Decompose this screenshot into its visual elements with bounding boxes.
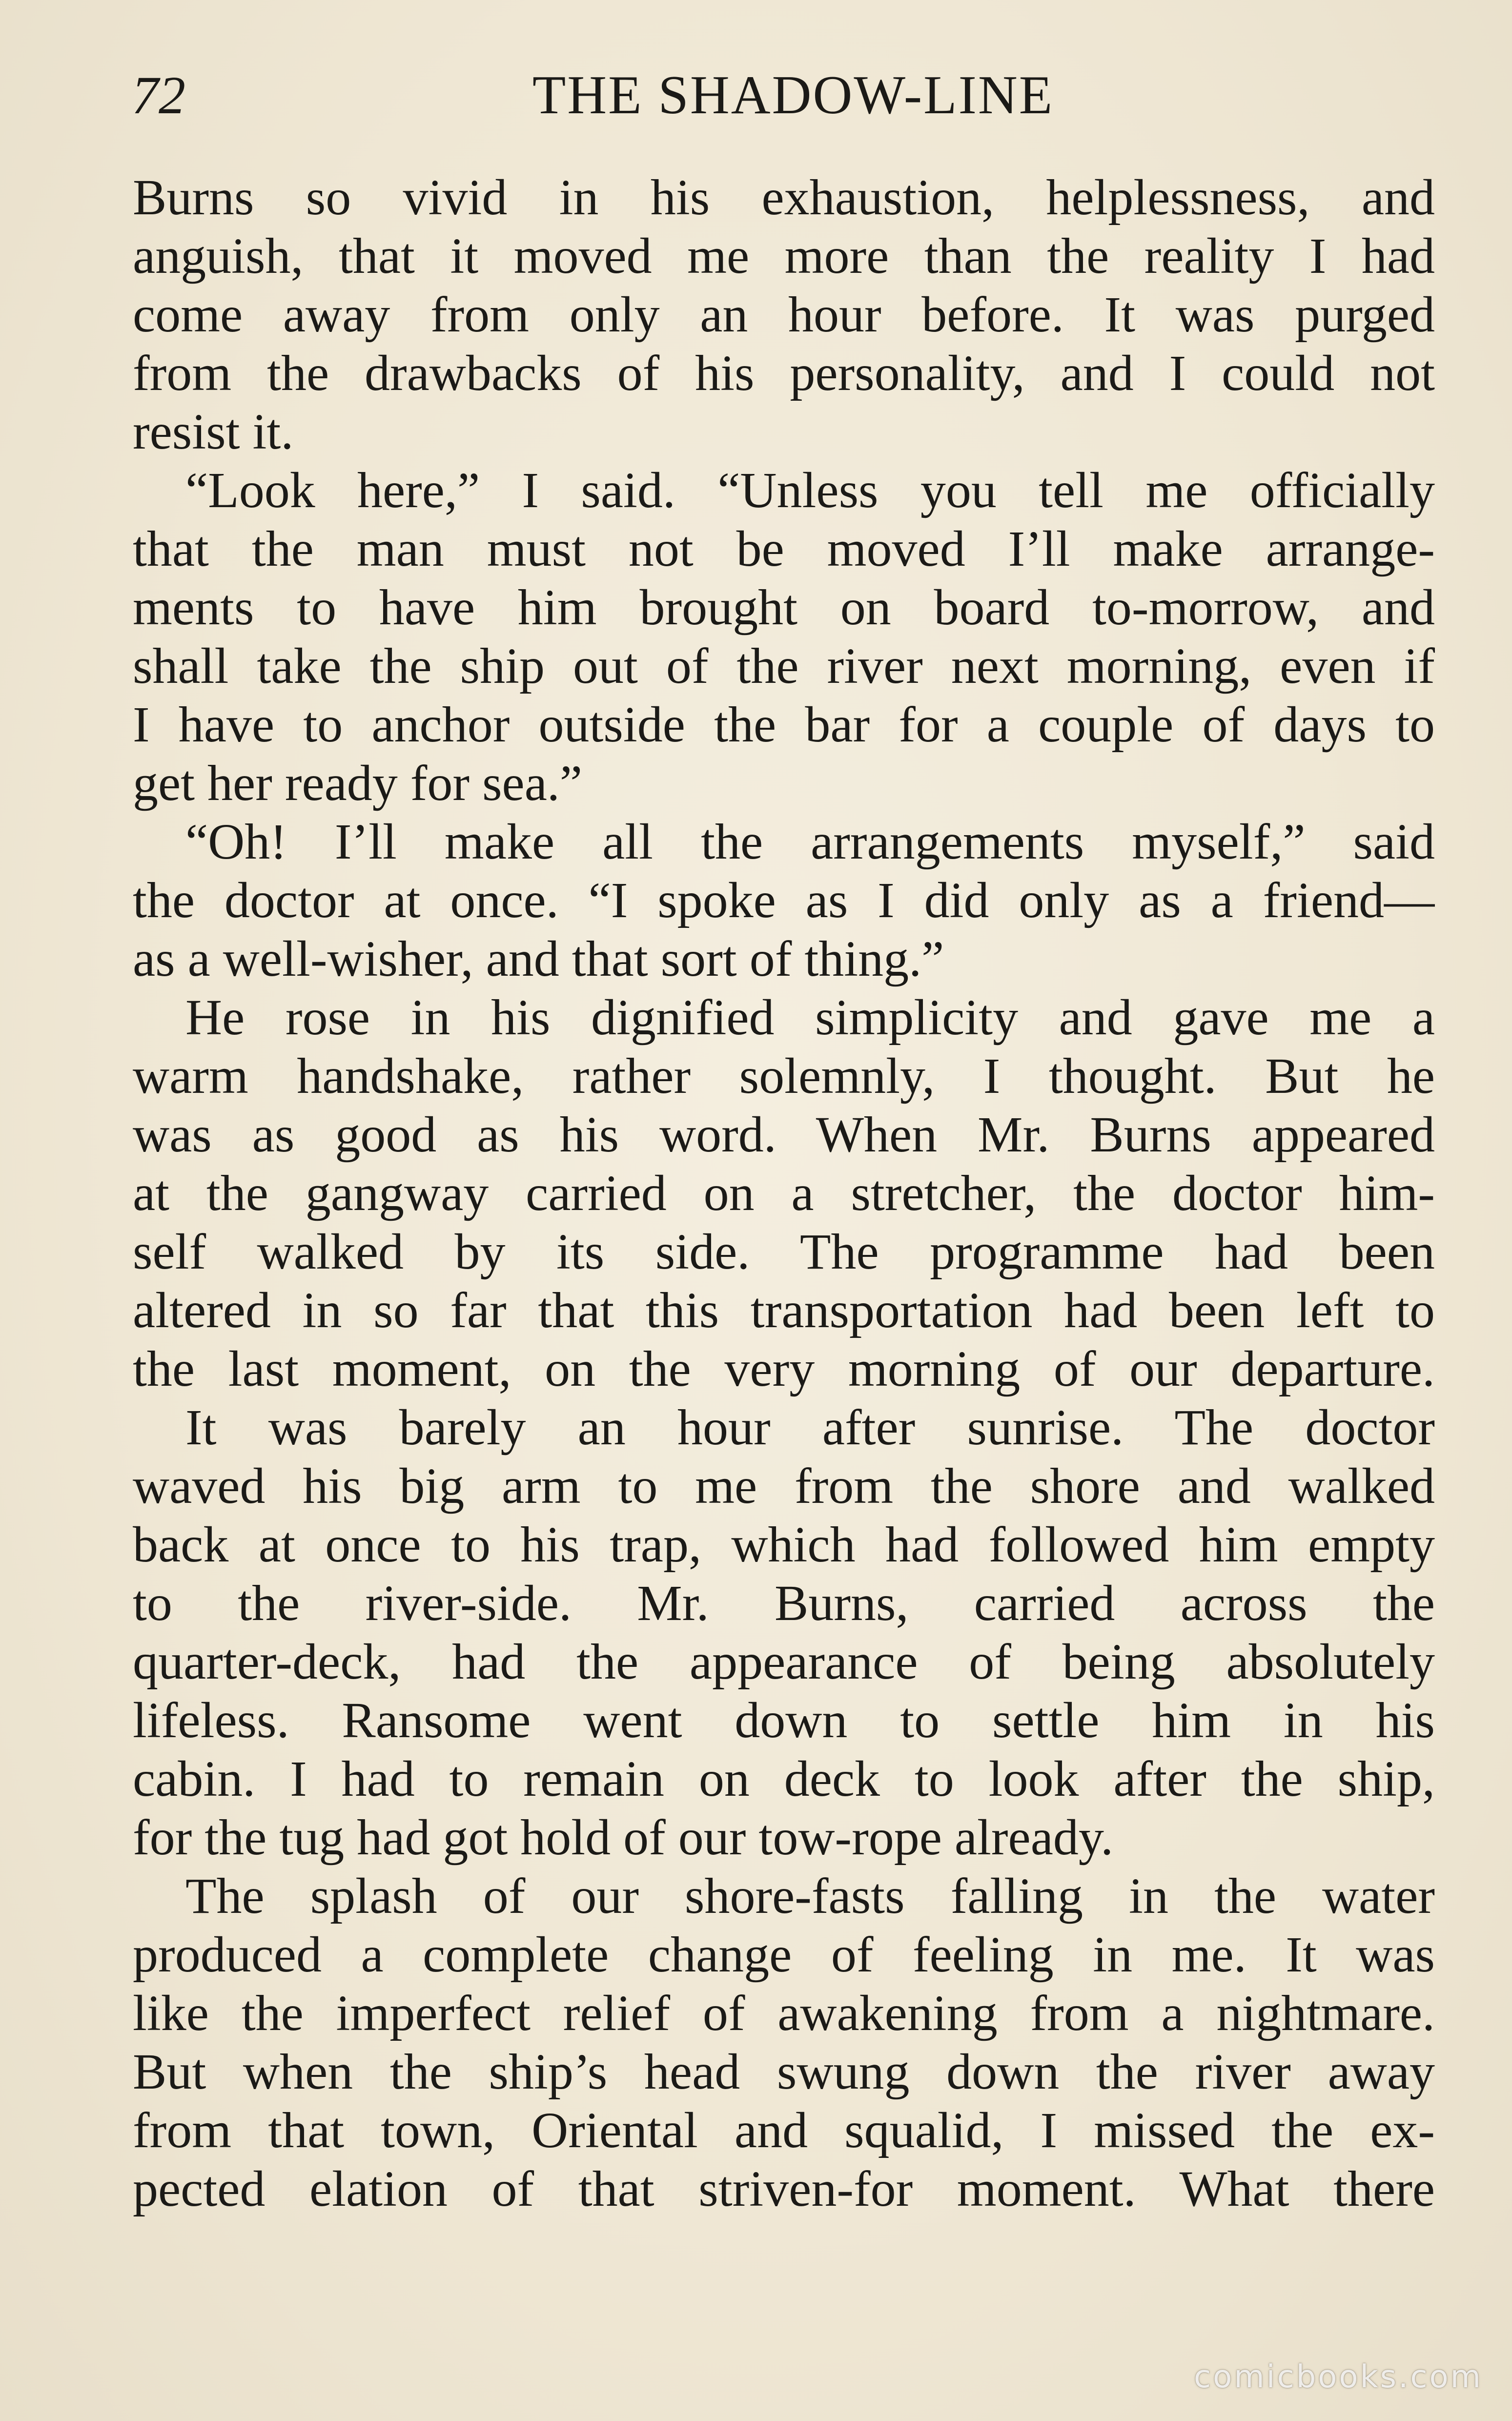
text-line: produced a complete change of feeling in me. It was bbox=[133, 1927, 1435, 1983]
text-line: the doctor at once. “I spoke as I did only as a friend— bbox=[133, 872, 1435, 928]
text-line: for the tug had got hold of our tow-rope already. bbox=[133, 1809, 1114, 1866]
watermark: comicbooks.com bbox=[1193, 2359, 1483, 2395]
body-text bbox=[133, 168, 1435, 2218]
text-line: at the gangway carried on a stretcher, the doctor him- bbox=[133, 1165, 1435, 1221]
text-line: The splash of our shore-fasts falling in the water bbox=[185, 1868, 1435, 1924]
text-line: from the drawbacks of his personality, and I could not bbox=[133, 345, 1435, 401]
text-line: shall take the ship out of the river next morning, even if bbox=[133, 638, 1435, 694]
text-line: was as good as his word. When Mr. Burns appeared bbox=[133, 1107, 1435, 1163]
text-line: the last moment, on the very morning of our departure. bbox=[133, 1341, 1435, 1397]
running-head: THE SHADOW-LINE bbox=[532, 65, 1054, 125]
text-line: resist it. bbox=[133, 404, 294, 460]
text-line: from that town, Oriental and squalid, I missed the ex- bbox=[133, 2102, 1435, 2158]
text-line: as a well-wisher, and that sort of thing.” bbox=[133, 931, 944, 987]
text-line: lifeless. Ransome went down to settle him in his bbox=[133, 1692, 1435, 1748]
text-line: to the river-side. Mr. Burns, carried across the bbox=[133, 1575, 1435, 1631]
text-line: cabin. I had to remain on deck to look after the ship, bbox=[133, 1751, 1435, 1807]
page-number: 72 bbox=[132, 65, 185, 125]
text-line: self walked by its side. The programme had been bbox=[133, 1224, 1435, 1280]
text-line: He rose in his dignified simplicity and gave me a bbox=[185, 989, 1435, 1046]
text-line: “Look here,” I said. “Unless you tell me officially bbox=[185, 462, 1435, 518]
text-line: altered in so far that this transportation had been left to bbox=[133, 1282, 1435, 1338]
text-line: I have to anchor outside the bar for a couple of days to bbox=[133, 697, 1435, 753]
text-line: come away from only an hour before. It was purged bbox=[133, 287, 1435, 343]
text-line: waved his big arm to me from the shore and walked bbox=[133, 1458, 1435, 1514]
text-line: like the imperfect relief of awakening from a nightmare. bbox=[133, 1985, 1435, 2041]
text-line: anguish, that it moved me more than the reality I had bbox=[133, 228, 1435, 284]
text-line: that the man must not be moved I’ll make arrange- bbox=[133, 521, 1435, 577]
text-line: quarter-deck, had the appearance of being absolutely bbox=[133, 1634, 1435, 1690]
text-line: It was barely an hour after sunrise. The doctor bbox=[185, 1399, 1435, 1456]
text-line: But when the ship’s head swung down the river away bbox=[133, 2044, 1435, 2100]
text-line: get her ready for sea.” bbox=[133, 755, 583, 811]
text-line: back at once to his trap, which had followed him empty bbox=[133, 1517, 1435, 1573]
page-header bbox=[132, 61, 1435, 129]
text-line: Burns so vivid in his exhaustion, helplessness, and bbox=[133, 169, 1435, 226]
text-line: warm handshake, rather solemnly, I thought. But he bbox=[133, 1048, 1435, 1104]
text-line: “Oh! I’ll make all the arrangements myself,” said bbox=[185, 814, 1435, 870]
text-block bbox=[133, 168, 1435, 2218]
text-line: ments to have him brought on board to-morrow, and bbox=[133, 579, 1435, 636]
text-line: pected elation of that striven-for moment. What there bbox=[133, 2161, 1435, 2217]
